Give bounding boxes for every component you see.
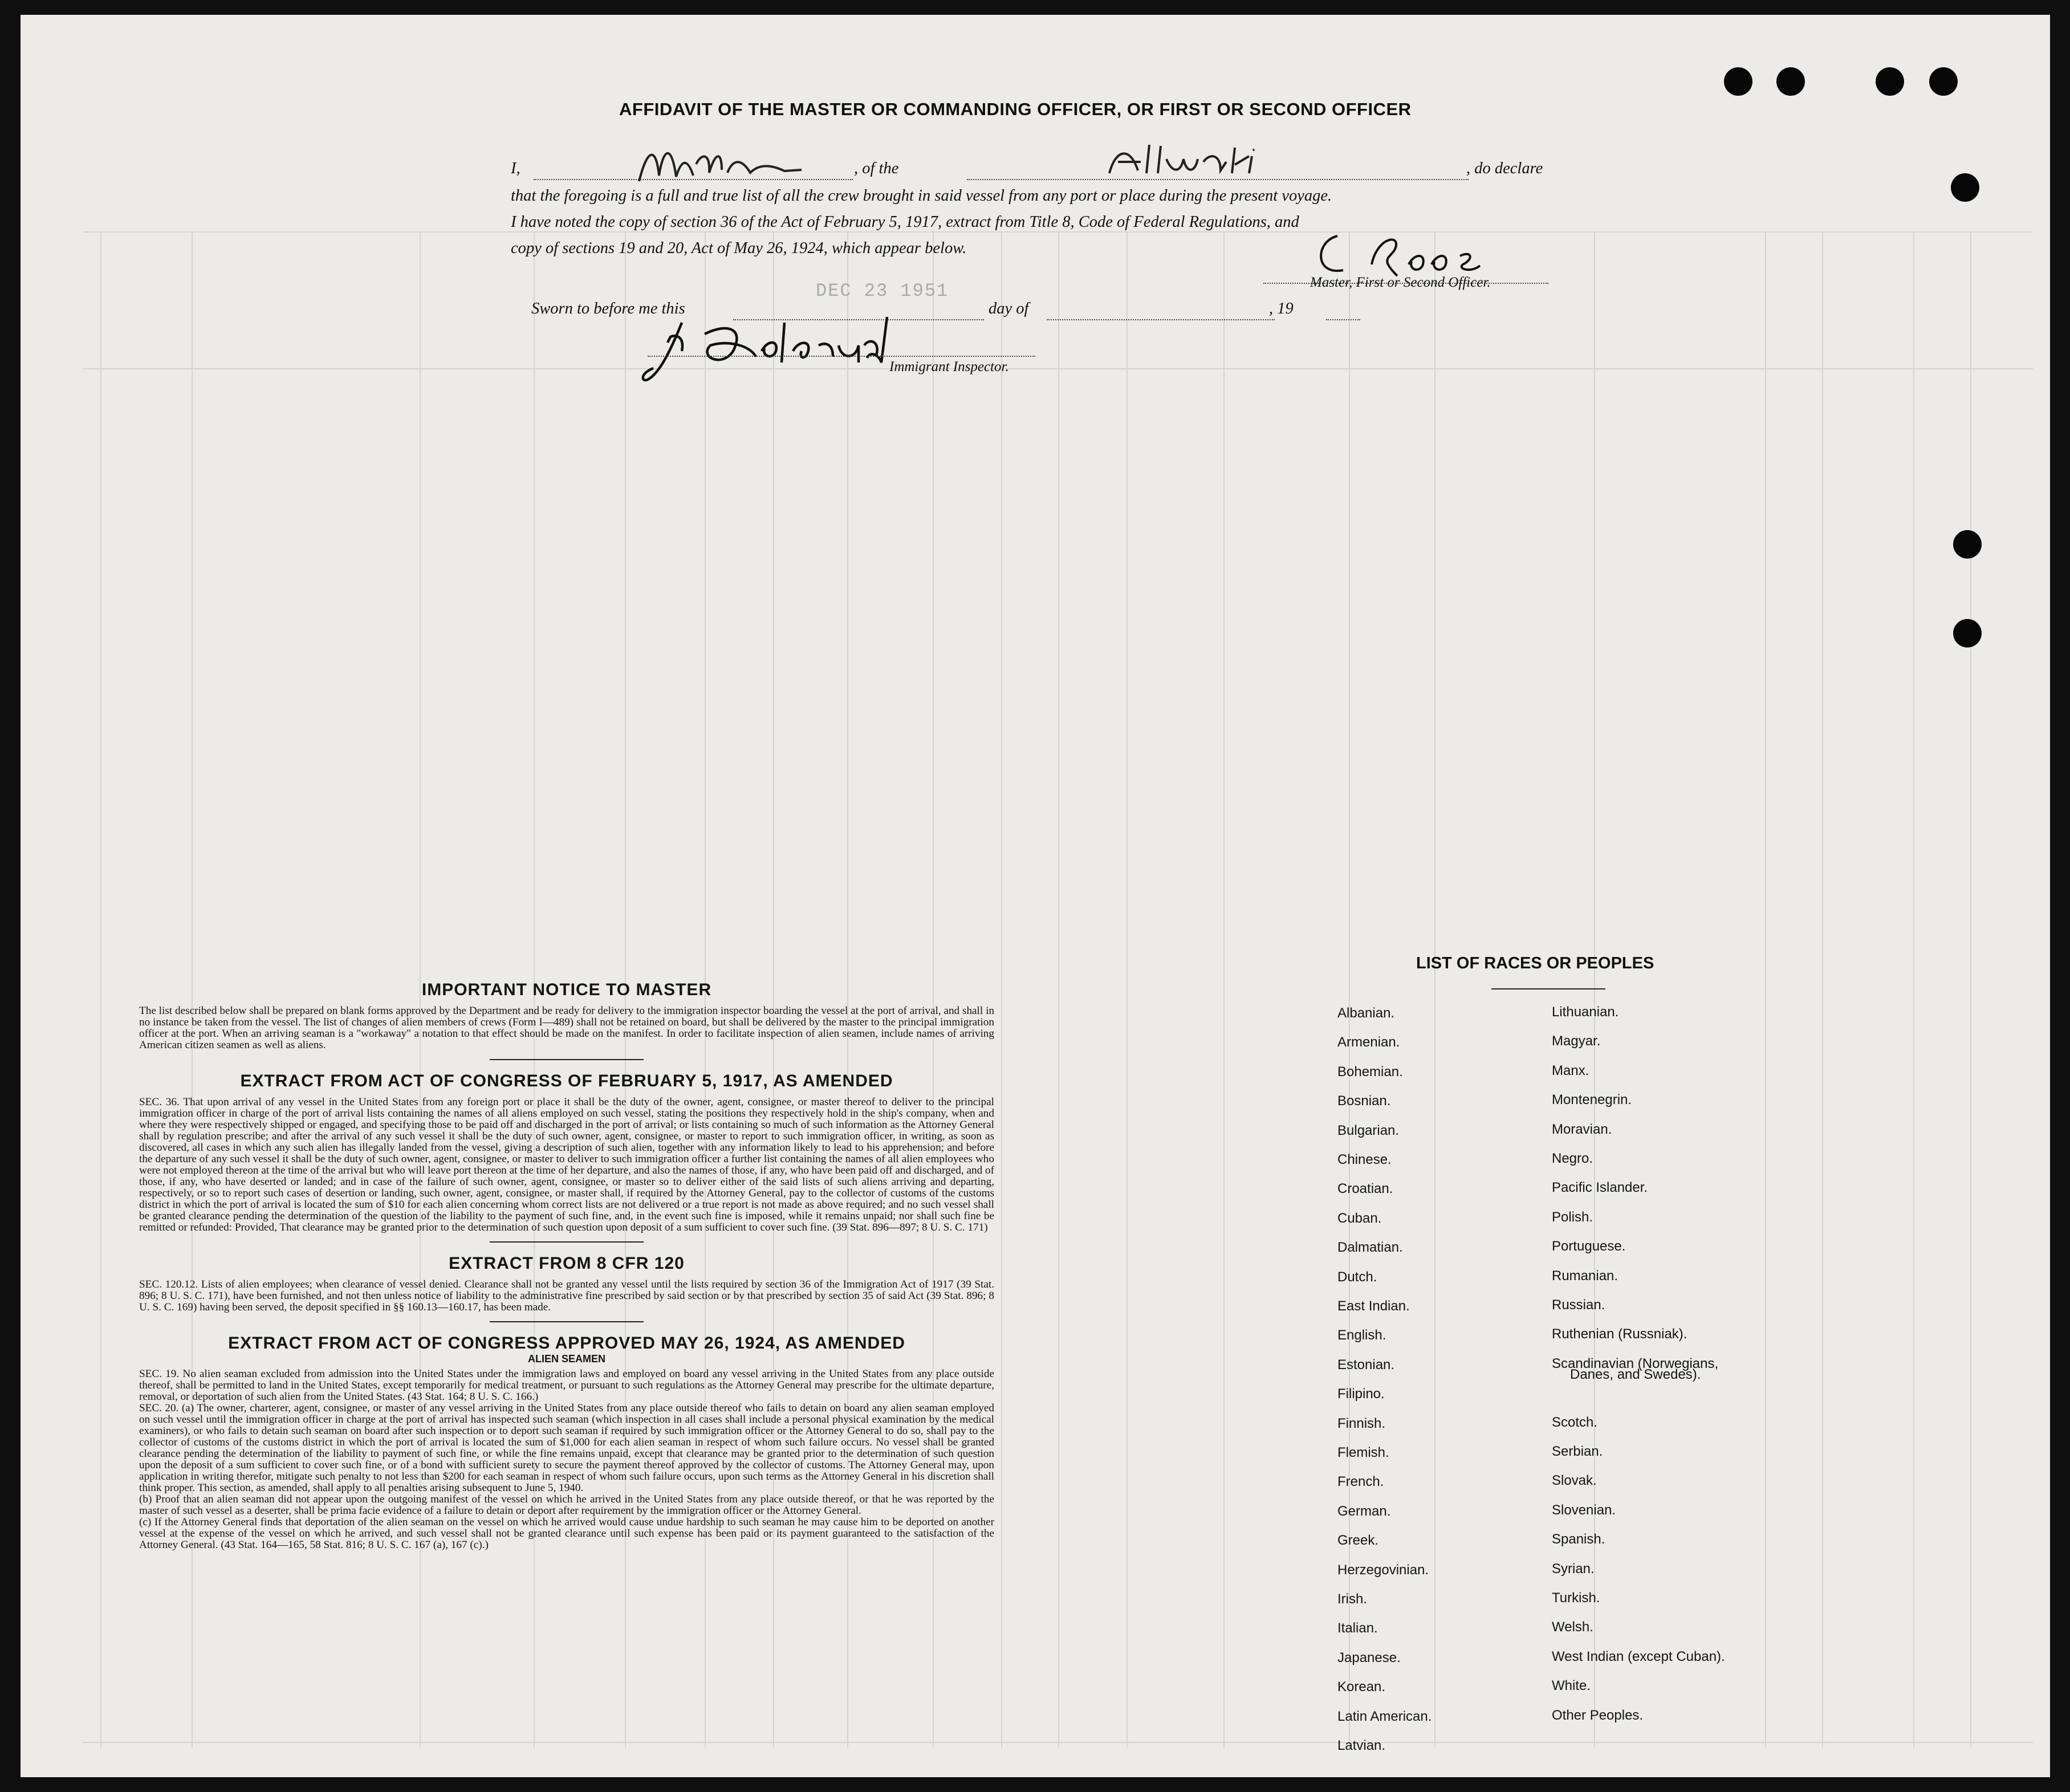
race-item: West Indian (except Cuban). [1552, 1648, 1725, 1664]
race-item: Magyar. [1552, 1033, 1601, 1049]
affidavit-line-1 [511, 160, 520, 178]
year-text: , 19 [1269, 300, 1294, 317]
race-item: Estonian. [1337, 1357, 1395, 1372]
races-divider [1491, 988, 1605, 989]
race-item: German. [1337, 1503, 1391, 1519]
notice-column [139, 980, 994, 1551]
punch-hole [1776, 67, 1805, 96]
race-item: Spanish. [1552, 1532, 1605, 1547]
race-item: Polish. [1552, 1209, 1593, 1225]
race-item: Croatian. [1337, 1181, 1393, 1197]
race-item: Scotch. [1552, 1414, 1598, 1430]
extract-1917-title: EXTRACT FROM ACT OF CONGRESS OF FEBRUARY 5, 1917, AS AMENDED [240, 1072, 893, 1090]
race-item: Chinese. [1337, 1152, 1392, 1167]
race-item: Moravian. [1552, 1121, 1612, 1137]
punch-hole [1929, 67, 1958, 96]
race-item: Lithuanian. [1552, 1004, 1619, 1020]
race-item: Bohemian. [1337, 1064, 1403, 1080]
extract-1924-sec20c: (c) If the Attorney General finds that deportation of the alien seaman on the vessel on which he arrived would cause undue hardship to such seaman he may cause him to be deported on another vessel at the expense of the vessel on which he arrived, and such vessel shall not be granted clearance until such expense has been paid or its payment guaranteed to the satisfaction of the Attorney General. (43 Stat. 164—165, 58 Stat. 816; 8 U. S. C. 167 (a), 167 (c).) [139, 1516, 994, 1551]
race-item: Italian. [1337, 1620, 1378, 1636]
date-stamp: DEC 23 1951 [816, 280, 949, 302]
affidavit-line-2: that the foregoing is a full and true list of all the crew brought in said vessel from any port or place during the present voyage. [511, 187, 1332, 205]
race-item: Ruthenian (Russniak). [1552, 1326, 1687, 1342]
race-item: Manx. [1552, 1062, 1589, 1078]
extract-1924-sec20a: SEC. 20. (a) The owner, charterer, agent, consignee, or master of any vessel arriving in the United States from any place outside thereof who fails to detain on board any alien seaman employed on such vessel until the immigration officer in charge at the port of arrival has inspected such seaman (which inspection in all cases shall include a personal physical examination by the medical examiners), or who fails to detain such seaman on board after such inspection or to deport such seaman if required by such immigration officer or the Attorney General to do so, shall pay to the collector of customs of the customs district in which the port of arrival is located the sum of $1,000 for each alien seaman in respect of whom such failure occurs. No vessel shall be granted clearance pending the determination of the liability to payment of such fine, or while the fine remains unpaid, except that clearance may be granted prior to the determination of such question upon the deposit of a sum sufficient to cover such fine, or of a bond with sufficient surety to secure the payment thereof approved by the collector of customs. The Attorney General may, upon application in writing therefor, mitigate such penalty to not less than $200 for each seaman in respect of whom such failure occurs, upon such terms as the Attorney General in his discretion shall think proper. This section, as amended, shall apply to all penalties arising subsequent to June 5, 1940. [139, 1402, 994, 1494]
master-handwriting [636, 141, 876, 190]
race-item: Cuban. [1337, 1210, 1382, 1226]
affidavit-i: I, [511, 160, 520, 177]
sworn-month-blank [1047, 319, 1275, 320]
race-item: White. [1552, 1678, 1591, 1694]
race-item: Flemish. [1337, 1445, 1389, 1460]
race-item: Filipino. [1337, 1386, 1385, 1402]
race-item: Latvian. [1337, 1738, 1386, 1753]
race-item: Slovenian. [1552, 1502, 1616, 1518]
race-item: Bosnian. [1337, 1093, 1391, 1109]
race-item: Finnish. [1337, 1415, 1386, 1431]
race-item: Scandinavian (Norwegians, [1552, 1355, 1719, 1371]
race-item: Herzegovinian. [1337, 1562, 1429, 1578]
race-item: Portuguese. [1552, 1239, 1626, 1255]
inspector-signature-blank [648, 356, 1035, 357]
affidavit-title: AFFIDAVIT OF THE MASTER OR COMMANDING OFFICER, OR FIRST OR SECOND OFFICER [619, 99, 1412, 119]
race-item: Serbian. [1552, 1444, 1603, 1459]
race-item: Russian. [1552, 1297, 1605, 1313]
inspector-signature [636, 311, 955, 394]
race-item: Rumanian. [1552, 1268, 1618, 1284]
race-item: Pacific Islander. [1552, 1180, 1648, 1196]
punch-hole [1724, 67, 1752, 96]
punch-hole [1876, 67, 1904, 96]
race-item: Slovak. [1552, 1473, 1597, 1489]
punch-hole [1953, 619, 1982, 647]
races-title: LIST OF RACES OR PEOPLES [1416, 954, 1654, 972]
vessel-handwriting [1104, 139, 1320, 188]
extract-1924-title: EXTRACT FROM ACT OF CONGRESS APPROVED MAY 26, 1924, AS AMENDED [228, 1334, 905, 1353]
race-item: Greek. [1337, 1533, 1379, 1549]
race-item: East Indian. [1337, 1298, 1410, 1314]
notice-text: The list described below shall be prepared on blank forms approved by the Department and be ready for delivery to the immigration inspector boarding the vessel at the port of arrival, and shall in no instance be taken from the vessel. The list of changes of alien members of crews (Form I—489) shall not be retained on board, but shall be delivered by the master to the principal immigration officer at the port. When an arriving seaman is a "workaway" a notation to that effect should be made on the manifest. In order to facilitate inspection of alien seamen, include names of arriving American citizen seamen as well as aliens. [139, 1005, 994, 1051]
extract-1924-sec20b: (b) Proof that an alien seaman did not appear upon the outgoing manifest of the vessel on which he arrived in the United States from any place outside thereof, or that he was reported by the master of such vessel as a deserter, shall be prima facie evidence of a failure to detain or deport after requirement by the immigration officer or the Attorney General. [139, 1493, 994, 1517]
race-item: Danes, and Swedes). [1570, 1367, 1701, 1383]
affidavit-line-3: I have noted the copy of section 36 of the Act of February 5, 1917, extract from Title 8, Code of Federal Regulations, and [511, 213, 1299, 231]
extract-cfr-text: SEC. 120.12. Lists of alien employees; when clearance of vessel denied. Clearance shall not be granted any vessel until the lists required by section 36 of the Immigration Act of 1917 (39 Stat. 896; 8 U. S. C. 171), have been furnished, and not then unless notice of liability to the administrative fine prescribed by said section or by that prescribed by section 35 of said Act (39 Stat. 896; 8 U. S. C. 169) having been served, the deposit specified in §§ 160.13—160.17, has been made. [139, 1278, 994, 1313]
race-item: Bulgarian. [1337, 1122, 1400, 1138]
divider [490, 1059, 644, 1060]
sworn-text: Sworn to before me this [531, 300, 685, 317]
race-item: Dalmatian. [1337, 1240, 1403, 1256]
race-item: French. [1337, 1474, 1384, 1490]
manifest-page [21, 15, 2050, 1777]
punch-hole [1953, 530, 1982, 559]
divider [490, 1321, 644, 1322]
affidavit-of-the: , of the [854, 160, 899, 177]
extract-cfr-title: EXTRACT FROM 8 CFR 120 [449, 1254, 685, 1273]
punch-hole [1951, 173, 1979, 202]
race-item: Other Peoples. [1552, 1707, 1644, 1723]
race-item: Irish. [1337, 1591, 1368, 1607]
sworn-year-blank [1326, 319, 1360, 320]
race-item: Welsh. [1552, 1619, 1593, 1635]
extract-1917-text: SEC. 36. That upon arrival of any vessel in the United States from any foreign port or place it shall be the duty of the owner, agent, consignee, or master thereof to deliver to the principal immigration officer in charge of the port of arrival lists containing the names of all aliens employed on such vessel, stating the positions they respectively hold in the ship's company, when and where they were respectively shipped or engaged, and specifying those to be paid off and discharged in the port of arrival; or lists containing so much of such information as the Attorney General shall by regulation prescribe; and after the arrival of any such vessel it shall be the duty of such owner, agent, consignee, or master to report to such immigration officer, in writing, as soon as discovered, all cases in which any such alien has illegally landed from the vessel, giving a description of such alien, together with any information likely to lead to his apprehension; and before the departure of any such vessel it shall be the duty of such owner, agent, consignee, or master to deliver to such immigration officer a further list containing the names of all alien employees who were not employed thereon at the time of the arrival but who will leave port thereon at the time of her departure, and also the names of those, if any, who have been paid off and discharged, and of those, if any, who have deserted or landed; and in case of the failure of such owner, agent, consignee, or master so to deliver either of the said lists of such aliens arriving and departing, respectively, or so to report such cases of desertion or landing, such owner, agent, consignee, or master shall, if required by the Attorney General, pay to the collector of customs of the customs district in which the port of arrival is located the sum of $10 for each alien concerning whom correct lists are not delivered or a true report is not made as above required; and no such vessel shall be granted clearance pending the determination of the question of the liability to the payment of such fine, and, in the event such fine is imposed, while it remains unpaid; nor shall such fine be remitted or refunded: Provided, That clearance may be granted prior to the determination of such question upon deposit of a sum sufficient to cover such fine. (39 Stat. 896—897; 8 U. S. C. 171) [139, 1096, 994, 1233]
notice-title: IMPORTANT NOTICE TO MASTER [421, 980, 712, 999]
race-item: Montenegrin. [1552, 1092, 1632, 1108]
race-item: Syrian. [1552, 1561, 1595, 1577]
race-item: Korean. [1337, 1679, 1386, 1695]
affidavit-do-declare: , do declare [1466, 160, 1543, 177]
race-item: Albanian. [1337, 1005, 1395, 1021]
race-item: Latin American. [1337, 1708, 1432, 1724]
master-caption: Master, First or Second Officer. [1310, 275, 1491, 290]
alien-seamen-subtitle: ALIEN SEAMEN [527, 1353, 605, 1365]
divider [490, 1241, 644, 1243]
race-item: Negro. [1552, 1151, 1593, 1166]
race-item: Japanese. [1337, 1650, 1401, 1665]
race-item: Armenian. [1337, 1035, 1400, 1050]
affidavit-line-4: copy of sections 19 and 20, Act of May 26, 1924, which appear below. [511, 239, 967, 257]
race-item: English. [1337, 1327, 1386, 1343]
race-item: Dutch. [1337, 1269, 1377, 1285]
inspector-caption: Immigrant Inspector. [889, 359, 1009, 374]
race-item: Turkish. [1552, 1590, 1600, 1606]
day-of-text: day of [989, 300, 1029, 317]
extract-1924-sec19: SEC. 19. No alien seaman excluded from admission into the United States under the immigration laws and employed on board any vessel arriving in the United States from any place outside thereof, shall be permitted to land in the United States, except temporarily for medical treatment, or pursuant to such regulations as the Attorney General may prescribe for the ultimate departure, removal, or deportation of such alien from the United States. (43 Stat. 164; 8 U. S. C. 166.) [139, 1368, 994, 1403]
